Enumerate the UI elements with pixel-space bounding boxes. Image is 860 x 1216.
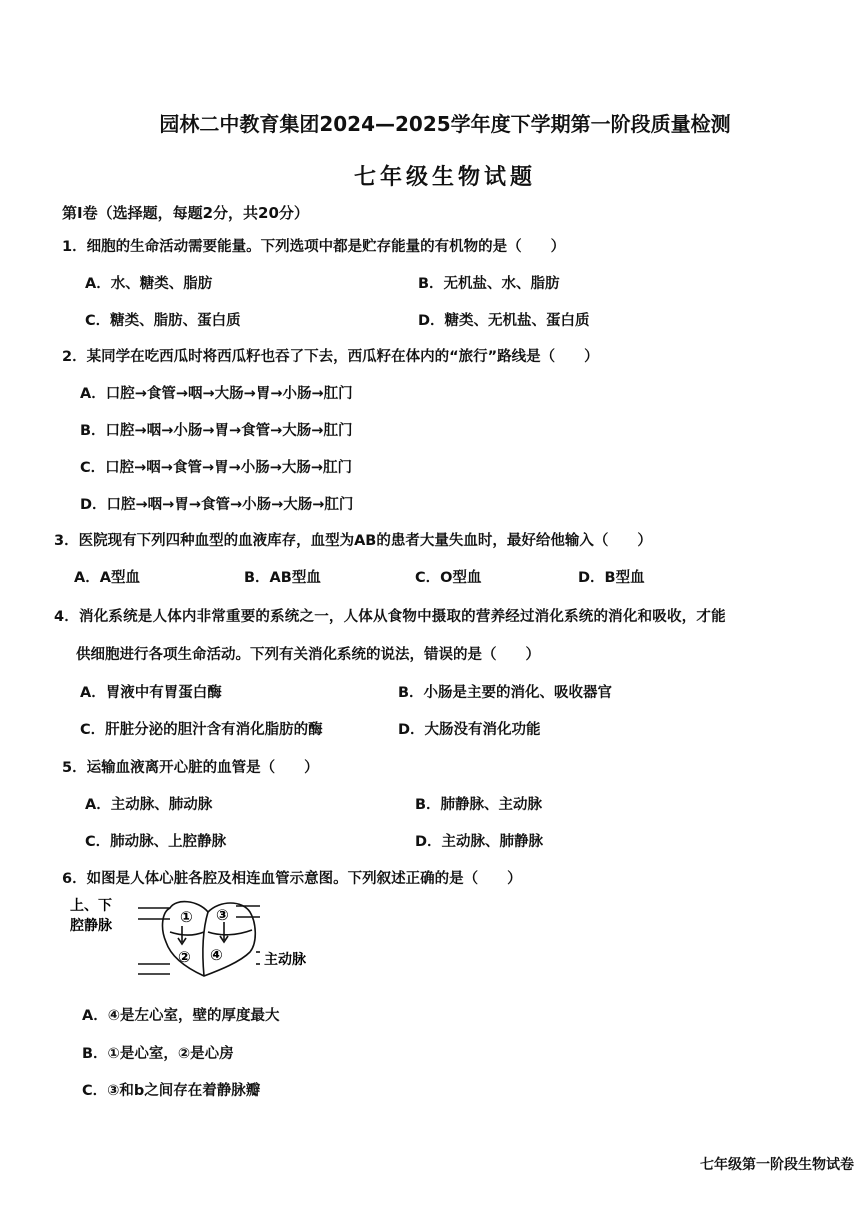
question-4-option-a: A．胃液中有胃蛋白酶 — [80, 685, 222, 701]
question-3-stem: 3．医院现有下列四种血型的血液库存，血型为AB的患者大量失血时，最好给他输入（ ） — [54, 533, 652, 549]
question-1-option-a: A．水、糖类、脂肪 — [85, 276, 213, 292]
question-3-option-d: D．B型血 — [578, 570, 645, 586]
label-vena-cava-line1: 上、下 — [70, 898, 112, 914]
chamber-2-label: ② — [178, 948, 191, 966]
chamber-1-label: ① — [180, 908, 193, 926]
question-5-stem: 5．运输血液离开心脏的血管是（ ） — [62, 760, 319, 776]
question-6-option-b: B．①是心室，②是心房 — [82, 1046, 234, 1062]
question-4-option-d: D．大肠没有消化功能 — [398, 722, 541, 738]
question-4-option-c: C．肝脏分泌的胆汁含有消化脂肪的酶 — [80, 722, 323, 738]
question-1-option-b: B．无机盐、水、脂肪 — [418, 276, 560, 292]
question-6-stem: 6．如图是人体心脏各腔及相连血管示意图。下列叙述正确的是（ ） — [62, 871, 522, 887]
page-footer: 七年级第一阶段生物试卷 — [700, 1157, 854, 1173]
section-heading: 第Ⅰ卷（选择题，每题2分，共20分） — [62, 204, 309, 222]
question-5-option-d: D．主动脉、肺静脉 — [415, 834, 544, 850]
question-4-stem-continued: 供细胞进行各项生命活动。下列有关消化系统的说法，错误的是（ ） — [76, 647, 540, 663]
question-2-option-a: A．口腔→食管→咽→大肠→胃→小肠→肛门 — [80, 386, 353, 402]
exam-subtitle: 七年级生物试题 — [353, 165, 536, 190]
question-2-option-d: D．口腔→咽→胃→食管→小肠→大肠→肛门 — [80, 497, 354, 513]
question-1-option-c: C．糖类、脂肪、蛋白质 — [85, 313, 241, 329]
question-3-option-b: B．AB型血 — [244, 570, 321, 586]
question-1-stem: 1．细胞的生命活动需要能量。下列选项中都是贮存能量的有机物的是（ ） — [62, 239, 566, 255]
question-6-option-c: C．③和b之间存在着静脉瓣 — [82, 1083, 261, 1099]
question-3-option-a: A．A型血 — [74, 570, 140, 586]
label-aorta: 主动脉 — [264, 952, 306, 968]
question-4-stem: 4．消化系统是人体内非常重要的系统之一，人体从食物中摄取的营养经过消化系统的消化和吸收，才能 — [54, 609, 726, 625]
heart-diagram — [70, 892, 360, 992]
label-vena-cava-line2: 腔静脉 — [70, 918, 112, 934]
chamber-3-label: ③ — [216, 906, 229, 924]
question-5-option-c: C．肺动脉、上腔静脉 — [85, 834, 227, 850]
exam-title: 园林二中教育集团2024—2025学年度下学期第一阶段质量检测 — [159, 112, 731, 136]
chamber-4-label: ④ — [210, 946, 223, 964]
question-2-option-b: B．口腔→咽→小肠→胃→食管→大肠→肛门 — [80, 423, 353, 439]
question-5-option-b: B．肺静脉、主动脉 — [415, 797, 543, 813]
question-3-option-c: C．O型血 — [415, 570, 482, 586]
question-2-stem: 2．某同学在吃西瓜时将西瓜籽也吞了下去，西瓜籽在体内的“旅行”路线是（ ） — [62, 349, 599, 365]
question-5-option-a: A．主动脉、肺动脉 — [85, 797, 213, 813]
question-2-option-c: C．口腔→咽→食管→胃→小肠→大肠→肛门 — [80, 460, 353, 476]
question-6-option-a: A．④是左心室，壁的厚度最大 — [82, 1008, 280, 1024]
question-1-option-d: D．糖类、无机盐、蛋白质 — [418, 313, 590, 329]
question-4-option-b: B．小肠是主要的消化、吸收器官 — [398, 685, 613, 701]
